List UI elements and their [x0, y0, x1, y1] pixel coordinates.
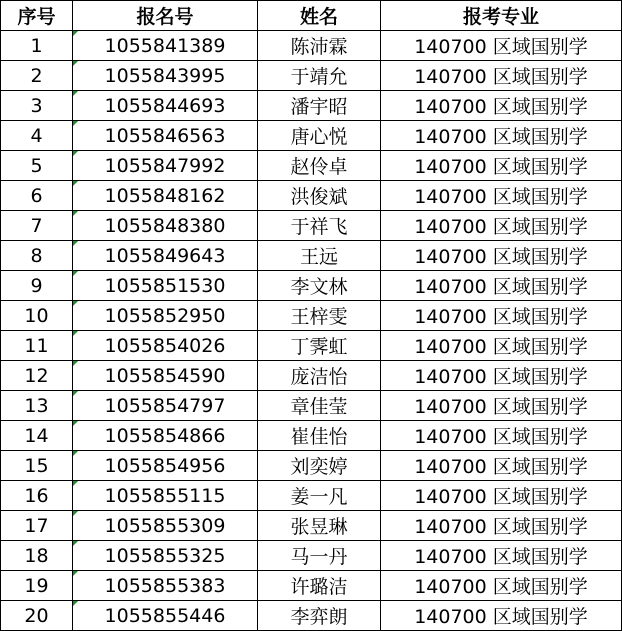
- table-row: [1, 31, 622, 61]
- number-as-text-indicator-icon: [73, 601, 78, 606]
- cell-registration-no[interactable]: [73, 451, 258, 481]
- cell-index[interactable]: 5: [1, 151, 73, 181]
- cell-name[interactable]: 崔佳怡: [258, 421, 381, 451]
- cell-major[interactable]: 140700 区域国别学: [381, 271, 622, 301]
- number-as-text-indicator-icon: [73, 331, 78, 336]
- cell-text: 1055852950: [104, 304, 226, 327]
- cell-text: 1055855309: [104, 514, 226, 537]
- cell-registration-no[interactable]: [73, 541, 258, 571]
- cell-text: 1055848380: [104, 214, 226, 237]
- cell-major[interactable]: 140700 区域国别学: [381, 151, 622, 181]
- cell-index[interactable]: 4: [1, 121, 73, 151]
- cell-name[interactable]: 刘奕婷: [258, 451, 381, 481]
- cell-major[interactable]: 140700 区域国别学: [381, 451, 622, 481]
- cell-text: 1055854956: [104, 454, 226, 477]
- table-row: [1, 421, 622, 451]
- cell-name[interactable]: 丁霁虹: [258, 331, 381, 361]
- cell-registration-no[interactable]: [73, 361, 258, 391]
- cell-major[interactable]: 140700 区域国别学: [381, 61, 622, 91]
- table-row: [1, 151, 622, 181]
- cell-index[interactable]: 13: [1, 391, 73, 421]
- cell-registration-no[interactable]: [73, 181, 258, 211]
- cell-major[interactable]: 140700 区域国别学: [381, 541, 622, 571]
- cell-registration-no[interactable]: [73, 481, 258, 511]
- table-row: [1, 121, 622, 151]
- cell-text: 1055848162: [104, 184, 226, 207]
- cell-index[interactable]: 10: [1, 301, 73, 331]
- table-row: [1, 391, 622, 421]
- cell-registration-no[interactable]: [73, 301, 258, 331]
- header-registration-no[interactable]: 报名号: [73, 1, 258, 31]
- cell-text: 1055849643: [104, 244, 226, 267]
- cell-name[interactable]: 潘宇昭: [258, 91, 381, 121]
- table-header-row: [1, 1, 622, 31]
- number-as-text-indicator-icon: [73, 241, 78, 246]
- cell-text: 1055854026: [104, 334, 226, 357]
- cell-name[interactable]: 张昱琳: [258, 511, 381, 541]
- table-body: [1, 31, 622, 631]
- cell-major[interactable]: 140700 区域国别学: [381, 181, 622, 211]
- cell-major[interactable]: 140700 区域国别学: [381, 331, 622, 361]
- cell-major[interactable]: 140700 区域国别学: [381, 211, 622, 241]
- header-major[interactable]: 报考专业: [381, 1, 622, 31]
- cell-text: 1055855325: [104, 544, 226, 567]
- cell-name[interactable]: 姜一凡: [258, 481, 381, 511]
- cell-index[interactable]: 1: [1, 31, 73, 61]
- table-row: [1, 571, 622, 601]
- cell-name[interactable]: 洪俊斌: [258, 181, 381, 211]
- cell-index[interactable]: 6: [1, 181, 73, 211]
- number-as-text-indicator-icon: [73, 271, 78, 276]
- number-as-text-indicator-icon: [73, 211, 78, 216]
- table-row: [1, 601, 622, 631]
- cell-index[interactable]: 3: [1, 91, 73, 121]
- cell-name[interactable]: 赵伶卓: [258, 151, 381, 181]
- cell-major[interactable]: 140700 区域国别学: [381, 481, 622, 511]
- table-row: [1, 241, 622, 271]
- cell-text: 1055843995: [104, 64, 226, 87]
- number-as-text-indicator-icon: [73, 421, 78, 426]
- cell-text: 1055844693: [104, 94, 226, 117]
- cell-index[interactable]: 15: [1, 451, 73, 481]
- cell-name[interactable]: 李文林: [258, 271, 381, 301]
- cell-major[interactable]: 140700 区域国别学: [381, 31, 622, 61]
- number-as-text-indicator-icon: [73, 571, 78, 576]
- table-row: [1, 511, 622, 541]
- cell-registration-no[interactable]: [73, 31, 258, 61]
- number-as-text-indicator-icon: [73, 391, 78, 396]
- cell-major[interactable]: 140700 区域国别学: [381, 391, 622, 421]
- cell-index[interactable]: 16: [1, 481, 73, 511]
- number-as-text-indicator-icon: [73, 151, 78, 156]
- table-row: [1, 301, 622, 331]
- cell-major[interactable]: 140700 区域国别学: [381, 421, 622, 451]
- cell-registration-no[interactable]: [73, 121, 258, 151]
- cell-text: 1055841389: [104, 34, 226, 57]
- cell-index[interactable]: 11: [1, 331, 73, 361]
- cell-major[interactable]: 140700 区域国别学: [381, 601, 622, 631]
- number-as-text-indicator-icon: [73, 61, 78, 66]
- cell-index[interactable]: 8: [1, 241, 73, 271]
- table-row: [1, 181, 622, 211]
- cell-registration-no[interactable]: [73, 151, 258, 181]
- cell-index[interactable]: 17: [1, 511, 73, 541]
- number-as-text-indicator-icon: [73, 181, 78, 186]
- table-row: [1, 481, 622, 511]
- cell-registration-no[interactable]: [73, 421, 258, 451]
- cell-name[interactable]: 于祥飞: [258, 211, 381, 241]
- table-row: [1, 361, 622, 391]
- number-as-text-indicator-icon: [73, 361, 78, 366]
- cell-index[interactable]: 20: [1, 601, 73, 631]
- cell-registration-no[interactable]: [73, 61, 258, 91]
- number-as-text-indicator-icon: [73, 481, 78, 486]
- table-row: [1, 541, 622, 571]
- cell-registration-no[interactable]: [73, 571, 258, 601]
- cell-registration-no[interactable]: [73, 601, 258, 631]
- cell-major[interactable]: 140700 区域国别学: [381, 361, 622, 391]
- header-index[interactable]: 序号: [1, 1, 73, 31]
- cell-major[interactable]: 140700 区域国别学: [381, 241, 622, 271]
- cell-registration-no[interactable]: [73, 511, 258, 541]
- number-as-text-indicator-icon: [73, 451, 78, 456]
- cell-registration-no[interactable]: [73, 241, 258, 271]
- cell-name[interactable]: 陈沛霖: [258, 31, 381, 61]
- cell-name[interactable]: 许璐洁: [258, 571, 381, 601]
- cell-major[interactable]: 140700 区域国别学: [381, 301, 622, 331]
- cell-registration-no[interactable]: [73, 211, 258, 241]
- cell-name[interactable]: 庞洁怡: [258, 361, 381, 391]
- cell-index[interactable]: 14: [1, 421, 73, 451]
- cell-name[interactable]: 章佳莹: [258, 391, 381, 421]
- table-row: [1, 211, 622, 241]
- cell-registration-no[interactable]: [73, 91, 258, 121]
- cell-text: 1055855115: [104, 484, 226, 507]
- cell-index[interactable]: 12: [1, 361, 73, 391]
- table-row: [1, 91, 622, 121]
- cell-name[interactable]: 王梓雯: [258, 301, 381, 331]
- number-as-text-indicator-icon: [73, 31, 78, 36]
- cell-text: 1055854590: [104, 364, 226, 387]
- cell-text: 1055855383: [104, 574, 226, 597]
- number-as-text-indicator-icon: [73, 121, 78, 126]
- header-name[interactable]: 姓名: [258, 1, 381, 31]
- cell-name[interactable]: 于靖允: [258, 61, 381, 91]
- cell-text: 1055855446: [104, 604, 226, 627]
- cell-name[interactable]: 马一丹: [258, 541, 381, 571]
- cell-text: 1055854797: [104, 394, 226, 417]
- cell-name[interactable]: 王远: [258, 241, 381, 271]
- cell-index[interactable]: 7: [1, 211, 73, 241]
- cell-name[interactable]: 李弈朗: [258, 601, 381, 631]
- cell-text: 1055851530: [104, 274, 226, 297]
- table-row: [1, 61, 622, 91]
- table-row: [1, 451, 622, 481]
- cell-registration-no[interactable]: [73, 331, 258, 361]
- cell-index[interactable]: 9: [1, 271, 73, 301]
- cell-registration-no[interactable]: [73, 271, 258, 301]
- cell-major[interactable]: 140700 区域国别学: [381, 571, 622, 601]
- number-as-text-indicator-icon: [73, 301, 78, 306]
- cell-text: 1055854866: [104, 424, 226, 447]
- cell-text: 1055846563: [104, 124, 226, 147]
- cell-registration-no[interactable]: [73, 391, 258, 421]
- cell-major[interactable]: 140700 区域国别学: [381, 511, 622, 541]
- number-as-text-indicator-icon: [73, 541, 78, 546]
- cell-index[interactable]: 19: [1, 571, 73, 601]
- cell-index[interactable]: 2: [1, 61, 73, 91]
- cell-major[interactable]: 140700 区域国别学: [381, 121, 622, 151]
- table-row: [1, 271, 622, 301]
- number-as-text-indicator-icon: [73, 511, 78, 516]
- cell-name[interactable]: 唐心悦: [258, 121, 381, 151]
- cell-index[interactable]: 18: [1, 541, 73, 571]
- table-row: [1, 331, 622, 361]
- cell-major[interactable]: 140700 区域国别学: [381, 91, 622, 121]
- number-as-text-indicator-icon: [73, 91, 78, 96]
- cell-text: 1055847992: [104, 154, 226, 177]
